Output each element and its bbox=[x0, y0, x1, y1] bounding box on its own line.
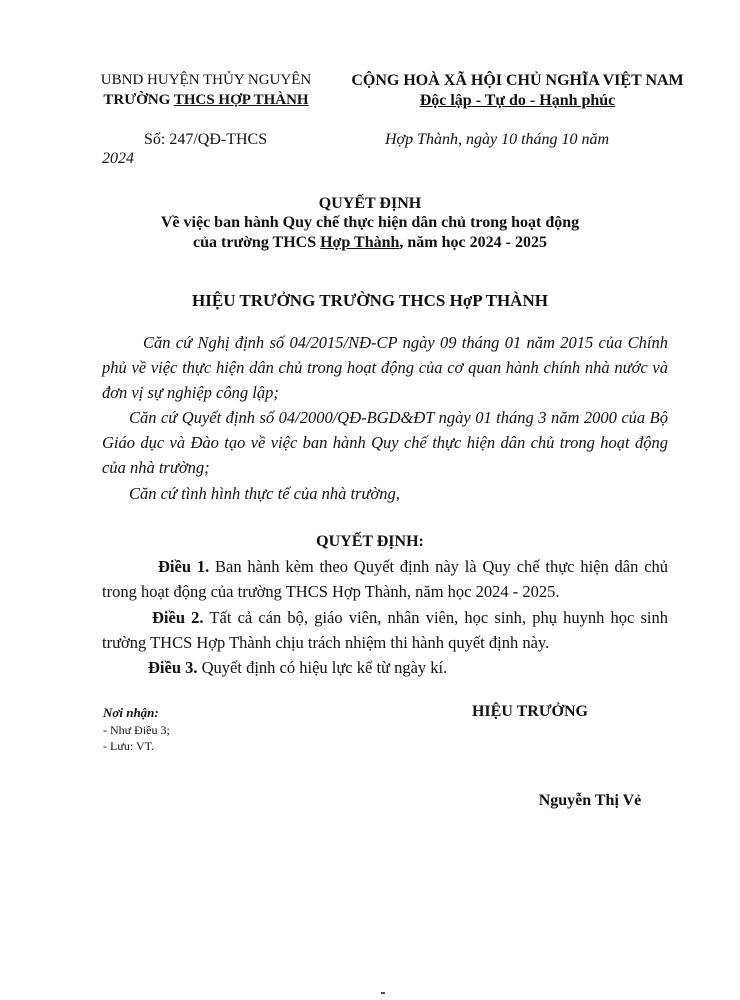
article-1 bbox=[102, 554, 668, 604]
recipients-heading: Nơi nhận: bbox=[103, 705, 159, 720]
article-3-label: Điều 3. bbox=[148, 658, 198, 677]
legal-basis-1: Căn cứ Nghị định số 04/2015/NĐ-CP ngày 09 tháng 01 năm 2015 của Chính phủ về việc thực hiện dân chủ trong hoạt động của cơ quan hành chính nhà nước và đơn vị sự nghiệp công lập; bbox=[102, 333, 668, 402]
article-1-label: Điều 1. bbox=[158, 557, 210, 576]
recipient-item: - Như Điều 3; bbox=[103, 723, 170, 737]
national-title: CỘNG HOÀ XÃ HỘI CHỦ NGHĨA VIỆT NAM bbox=[351, 72, 684, 89]
legal-basis-3: Căn cứ tình hình thực tế của nhà trường, bbox=[129, 484, 400, 503]
article-3-text: Quyết định có hiệu lực kể từ ngày kí. bbox=[201, 658, 448, 677]
article-2 bbox=[102, 605, 668, 655]
article-3 bbox=[102, 655, 668, 680]
signer-title: HIỆU TRƯỞNG bbox=[471, 703, 588, 720]
article-2-text: Tất cả cán bộ, giáo viên, nhân viên, học sinh, phụ huynh học sinh trường THCS Hợp Thành chịu trách nhiệm thi hành quyết định này. bbox=[102, 608, 669, 652]
document-subject-line-1: Về việc ban hành Quy chế thực hiện dân chủ trong hoạt động bbox=[160, 214, 580, 231]
principal-heading: HIỆU TRƯỞNG TRƯỜNG THCS HợP THÀNH bbox=[192, 291, 548, 310]
recipient-item: - Lưu: VT. bbox=[103, 739, 155, 753]
document-date-line: Hợp Thành, ngày 10 tháng 10 năm bbox=[385, 131, 610, 148]
signer-name: Nguyễn Thị Vẻ bbox=[538, 792, 642, 809]
decision-heading: QUYẾT ĐỊNH: bbox=[316, 533, 424, 550]
document-title: QUYẾT ĐỊNH bbox=[318, 195, 422, 212]
issuing-authority: UBND HUYỆN THỦY NGUYÊN bbox=[100, 72, 312, 88]
issuing-school: TRƯỜNG THCS HỢP THÀNH bbox=[103, 92, 309, 108]
document-subject-line-2: của trường THCS Hợp Thành, năm học 2024 - 2025 bbox=[193, 234, 547, 251]
national-motto: Độc lập - Tự do - Hạnh phúc bbox=[419, 92, 616, 109]
article-2-label: Điều 2. bbox=[152, 608, 204, 627]
document-date-year: 2024 bbox=[102, 150, 134, 167]
article-1-text: Ban hành kèm theo Quyết định này là Quy chế thực hiện dân chủ trong hoạt động của trường THCS Hợp Thành, năm học 2024 - 2025. bbox=[102, 557, 669, 601]
legal-basis-2: Căn cứ Quyết định số 04/2000/QĐ-BGD&ĐT ngày 01 tháng 3 năm 2000 của Bộ Giáo dục và Đào tạo về việc ban hành Quy chế thực hiện dân chủ trong hoạt động của nhà trường; bbox=[102, 408, 668, 477]
document-number: Số: 247/QĐ-THCS bbox=[144, 131, 268, 148]
page-number-mark bbox=[381, 992, 385, 994]
